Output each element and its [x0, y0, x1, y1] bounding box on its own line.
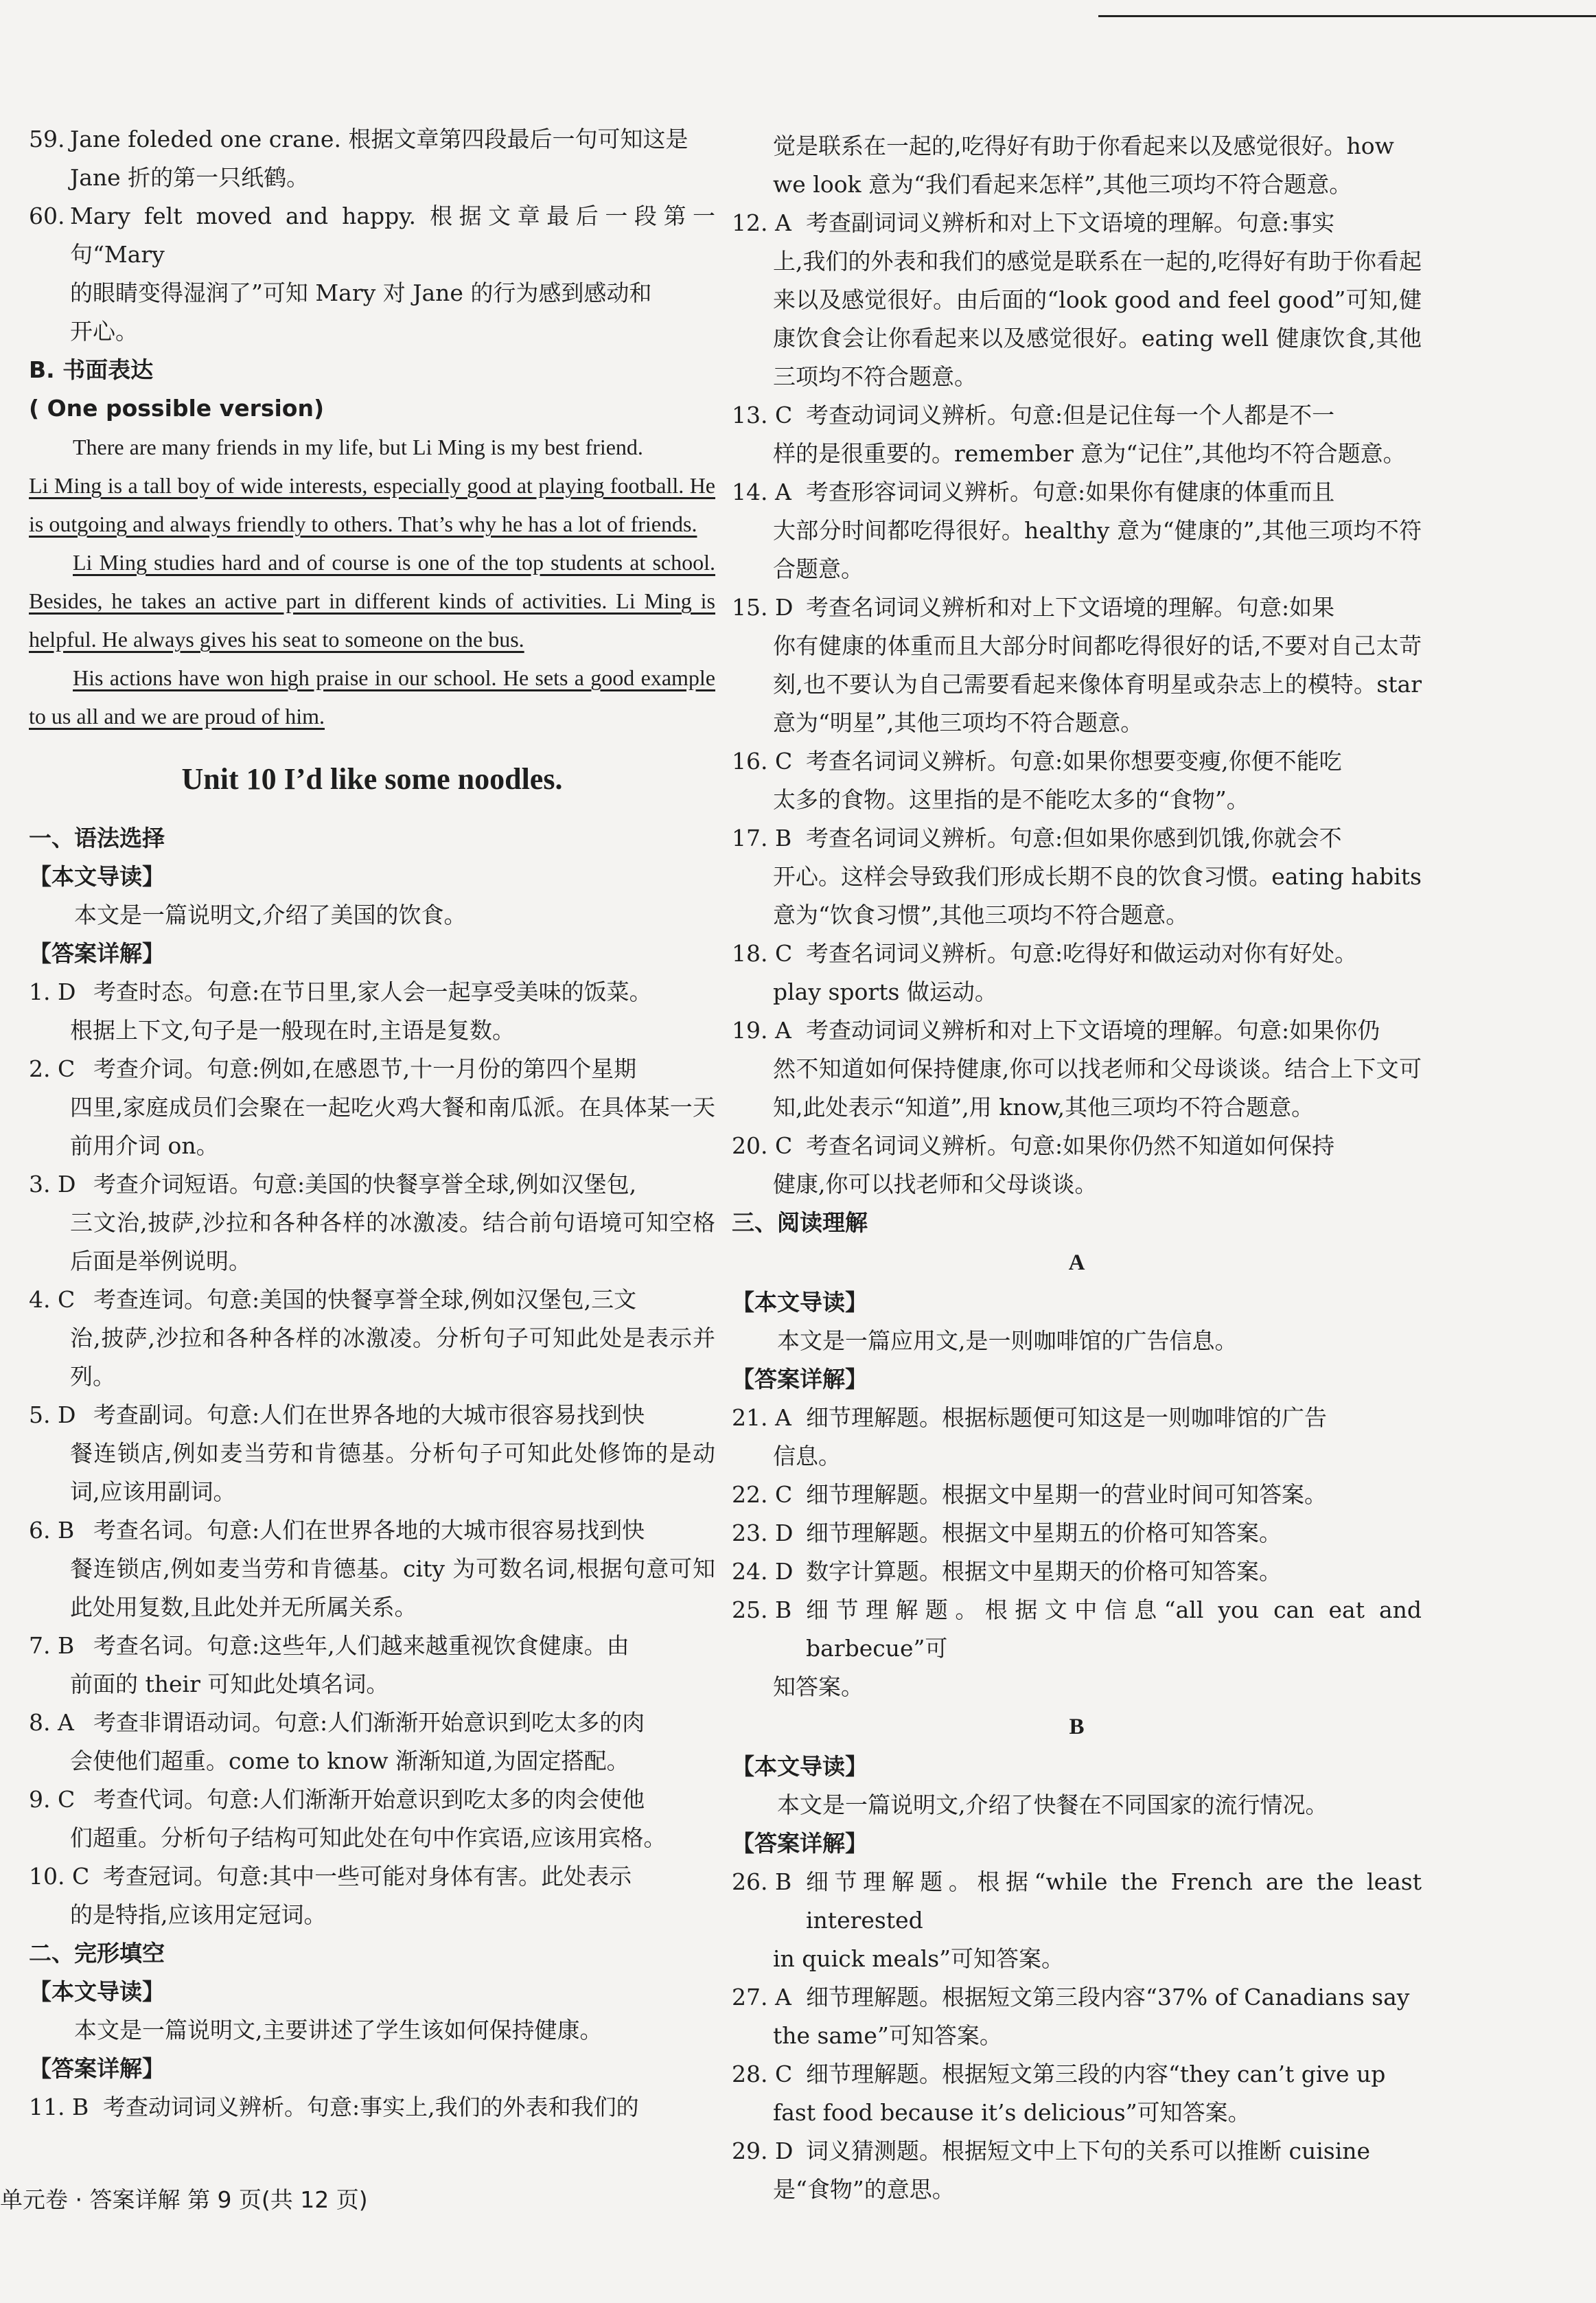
answer-heading: 【答案详解】	[732, 1366, 868, 1393]
item-text: 细节理解题。根据“while the French are the least interested	[806, 1868, 1422, 1934]
item-text: Jane foleded one crane. 根据文章第四段最后一句可知这是	[70, 126, 689, 152]
answer-item	[732, 1863, 1422, 1978]
item-continuation: 三文治,披萨,沙拉和各种各样的冰激凌。结合前句语境可知空格后面是举例说明。	[70, 1209, 715, 1274]
item-continuation: fast food because it’s delicious”可知答案。	[773, 2099, 1251, 2126]
guide-text: 本文是一篇说明文,介绍了美国的饮食。	[74, 902, 467, 928]
item-text: 考查名词词义辨析。句意:如果你想要变瘦,你便不能吃	[806, 748, 1342, 775]
left-column	[29, 120, 715, 2127]
item-continuation: 开心。这样会导致我们形成长期不良的饮食习惯。eating habits 意为“饮食习惯”,其他三项均不符合题意。	[773, 863, 1422, 928]
item-number: 21. A	[732, 1404, 791, 1431]
answer-item	[732, 935, 1422, 1011]
item-number: 16. C	[732, 748, 793, 775]
item-number: 7. B	[29, 1632, 75, 1659]
item-text: 考查副词。句意:人们在世界各地的大城市很容易找到快	[93, 1401, 645, 1428]
item-text: 考查名词词义辨析。句意:如果你仍然不知道如何保持	[806, 1132, 1335, 1159]
answer-11	[29, 2088, 715, 2127]
item-number: 11. B	[29, 2094, 89, 2120]
page-footer: 单元卷 · 答案详解 第 9 页(共 12 页)	[0, 2186, 368, 2213]
essay-p1: There are many friends in my life, but Li Ming is my best friend.	[73, 435, 643, 459]
answer-item	[29, 973, 715, 1050]
item-number: 22. C	[732, 1481, 793, 1508]
item-text: 考查动词词义辨析和对上下文语境的理解。句意:如果你仍	[806, 1017, 1380, 1044]
essay-p3: His actions have won high praise in our school. He sets a good example to us all and we are proud of him.	[29, 665, 715, 729]
item-continuation: 们超重。分析句子结构可知此处在句中作宾语,应该用宾格。	[70, 1824, 667, 1851]
item-number: 59.	[29, 126, 65, 152]
item-number: 12. A	[732, 209, 791, 236]
item-text: 考查名词词义辨析和对上下文语境的理解。句意:如果	[806, 594, 1335, 621]
answer-heading: 【答案详解】	[29, 940, 165, 967]
answer-heading: 【答案详解】	[732, 1830, 868, 1857]
item-text: 细节理解题。根据文中信息“all you can eat and barbecue”可	[806, 1596, 1422, 1662]
answer-item	[732, 1514, 1422, 1552]
item-continuation: 样的是很重要的。remember 意为“记住”,其他均不符合题意。	[773, 440, 1406, 467]
item-text: 考查形容词词义辨析。句意:如果你有健康的体重而且	[806, 479, 1335, 505]
section-reading: 三、阅读理解	[732, 1209, 868, 1236]
answer-59-cont: Jane 折的第一只纸鹤。	[70, 164, 310, 191]
item-number: 29. D	[732, 2138, 794, 2164]
item-continuation: 健康,你可以找老师和父母谈谈。	[773, 1171, 1098, 1198]
reading-a-answers	[732, 1399, 1422, 1706]
item-continuation: 信息。	[773, 1443, 841, 1469]
item-number: 4. C	[29, 1286, 76, 1313]
item-number: 5. D	[29, 1401, 76, 1428]
item-text: 考查副词词义辨析和对上下文语境的理解。句意:事实	[806, 209, 1335, 236]
item-continuation: 上,我们的外表和我们的感觉是联系在一起的,吃得好有助于你看起来以及感觉很好。由后面的“look good and feel good”可知,健康饮食会让你看起来以及感觉很好。eating well 健康饮食,其他三项均不符合题意。	[773, 248, 1422, 390]
answer-item	[29, 1281, 715, 1396]
answer-item	[732, 1978, 1422, 2055]
right-column	[732, 127, 1422, 2209]
guide-heading: 【本文导读】	[29, 1978, 165, 2005]
unit-title: Unit 10 I’d like some noodles.	[181, 762, 563, 796]
item-number: 1. D	[29, 978, 76, 1005]
item-number: 26. B	[732, 1868, 792, 1895]
passage-b-label: B	[1069, 1715, 1085, 1739]
item-continuation: in quick meals”可知答案。	[773, 1945, 1065, 1972]
item-number: 15. D	[732, 594, 794, 621]
cloze-answers	[732, 204, 1422, 1204]
answer-item	[732, 1127, 1422, 1204]
item-number: 28. C	[732, 2061, 793, 2087]
item-number: 25. B	[732, 1596, 792, 1623]
item-text: 考查介词。句意:例如,在感恩节,十一月份的第四个星期	[93, 1055, 637, 1082]
item-continuation: 前面的 their 可知此处填名词。	[70, 1671, 389, 1697]
item-number: 60.	[29, 203, 65, 229]
item-text: 细节理解题。根据文中星期五的价格可知答案。	[806, 1520, 1282, 1546]
item-continuation: 太多的食物。这里指的是不能吃太多的“食物”。	[773, 786, 1249, 813]
answer-item	[29, 1704, 715, 1780]
answer-item	[29, 1780, 715, 1857]
item-text: 考查冠词。句意:其中一些可能对身体有害。此处表示	[103, 1863, 632, 1890]
grammar-answers	[29, 973, 715, 1934]
item-continuation: the same”可知答案。	[773, 2022, 1002, 2049]
item-text: 细节理解题。根据短文第三段内容“37% of Canadians say	[806, 1984, 1410, 2010]
answer-item	[732, 742, 1422, 819]
item-continuation: 知答案。	[773, 1673, 864, 1700]
section-grammar: 一、语法选择	[29, 825, 165, 851]
item-text: 考查时态。句意:在节日里,家人会一起享受美味的饭菜。	[93, 978, 652, 1005]
answer-11-cont2: we look 意为“我们看起来怎样”,其他三项均不符合题意。	[773, 171, 1352, 198]
item-continuation: 大部分时间都吃得很好。healthy 意为“健康的”,其他三项均不符合题意。	[773, 517, 1422, 582]
item-text: 细节理解题。根据短文第三段的内容“they can’t give up	[806, 2061, 1386, 2087]
guide-heading: 【本文导读】	[732, 1753, 868, 1780]
reading-b-answers	[732, 1863, 1422, 2209]
answer-heading: 【答案详解】	[29, 2055, 165, 2082]
answer-item	[29, 1396, 715, 1511]
passage-a-label: A	[1068, 1250, 1085, 1275]
answer-item	[732, 473, 1422, 588]
item-continuation: 是“食物”的意思。	[773, 2176, 955, 2203]
item-text: 考查名词。句意:人们在世界各地的大城市很容易找到快	[93, 1517, 645, 1544]
essay-p1b: Li Ming is a tall boy of wide interests, especially good at playing football. He is outgoing and always friendly to others. That’s why he has a lot of friends.	[29, 473, 715, 536]
writing-heading: B. 书面表达	[29, 356, 154, 383]
item-continuation: 会使他们超重。come to know 渐渐知道,为固定搭配。	[70, 1748, 629, 1774]
item-number: 19. A	[732, 1017, 791, 1044]
answer-item	[732, 1591, 1422, 1706]
item-continuation: 根据上下文,句子是一般现在时,主语是复数。	[70, 1017, 515, 1044]
version-label: ( One possible version)	[29, 395, 325, 422]
item-number: 14. A	[732, 479, 791, 505]
answer-item	[732, 1011, 1422, 1127]
model-essay	[29, 428, 715, 735]
item-number: 23. D	[732, 1520, 794, 1546]
answer-item	[29, 1050, 715, 1165]
item-number: 20. C	[732, 1132, 793, 1159]
item-continuation: play sports 做运动。	[773, 978, 997, 1005]
item-number: 9. C	[29, 1786, 76, 1813]
answer-item	[29, 1857, 715, 1934]
item-text: 细节理解题。根据文中星期一的营业时间可知答案。	[806, 1481, 1327, 1508]
item-continuation: 餐连锁店,例如麦当劳和肯德基。city 为可数名词,根据句意可知此处用复数,且此处并无所属关系。	[70, 1555, 715, 1620]
item-text: 细节理解题。根据标题便可知这是一则咖啡馆的广告	[806, 1404, 1327, 1431]
section-cloze: 二、完形填空	[29, 1940, 165, 1967]
item-continuation: 的是特指,应该用定冠词。	[70, 1901, 327, 1928]
guide-text: 本文是一篇说明文,主要讲述了学生该如何保持健康。	[74, 2017, 603, 2043]
top-rule	[1098, 15, 1596, 17]
answer-item	[29, 1627, 715, 1704]
answer-item	[732, 1399, 1422, 1476]
essay-p2: Li Ming studies hard and of course is one of the top students at school. Besides, he takes an active part in different kinds of activities. Li Ming is helpful. He always gives his seat to someone on the bus.	[29, 550, 715, 652]
item-continuation: 治,披萨,沙拉和各种各样的冰激凌。分析句子可知此处是表示并列。	[70, 1325, 715, 1390]
item-text: 考查名词词义辨析。句意:但如果你感到饥饿,你就会不	[806, 825, 1342, 851]
item-text: 考查介词短语。句意:美国的快餐享誉全球,例如汉堡包,	[93, 1171, 637, 1198]
answer-11-cont1: 觉是联系在一起的,吃得好有助于你看起来以及感觉很好。how	[773, 133, 1394, 159]
answer-item	[732, 2055, 1422, 2132]
answer-item	[732, 819, 1422, 935]
item-text: Mary felt moved and happy. 根据文章最后一段第一句“Mary	[70, 203, 715, 268]
item-continuation: 然不知道如何保持健康,你可以找老师和父母谈谈。结合上下文可知,此处表示“知道”,用 know,其他三项均不符合题意。	[773, 1055, 1422, 1121]
item-number: 13. C	[732, 402, 793, 428]
item-continuation: 你有健康的体重而且大部分时间都吃得很好的话,不要对自己太苛刻,也不要认为自己需要看起来像体育明星或杂志上的模特。star 意为“明星”,其他三项均不符合题意。	[773, 632, 1422, 736]
answer-item	[732, 2132, 1422, 2209]
item-number: 24. D	[732, 1558, 794, 1585]
item-continuation: 餐连锁店,例如麦当劳和肯德基。分析句子可知此处修饰的是动词,应该用副词。	[70, 1440, 715, 1505]
item-text: 考查动词词义辨析。句意:但是记住每一个人都是不一	[806, 402, 1335, 428]
answer-item	[732, 588, 1422, 742]
item-text: 考查代词。句意:人们渐渐开始意识到吃太多的肉会使他	[93, 1786, 645, 1813]
answer-item	[732, 204, 1422, 396]
answer-60	[29, 197, 715, 274]
item-text: 考查动词词义辨析。句意:事实上,我们的外表和我们的	[103, 2094, 639, 2120]
item-text: 考查名词。句意:这些年,人们越来越重视饮食健康。由	[93, 1632, 629, 1659]
item-number: 8. A	[29, 1709, 74, 1736]
guide-text: 本文是一篇应用文,是一则咖啡馆的广告信息。	[777, 1327, 1238, 1354]
item-number: 2. C	[29, 1055, 76, 1082]
item-number: 6. B	[29, 1517, 75, 1544]
answer-item	[732, 1476, 1422, 1514]
item-text: 数字计算题。根据文中星期天的价格可知答案。	[806, 1558, 1282, 1585]
item-number: 10. C	[29, 1863, 90, 1890]
answer-59	[29, 120, 715, 159]
item-text: 考查名词词义辨析。句意:吃得好和做运动对你有好处。	[806, 940, 1358, 967]
item-number: 18. C	[732, 940, 793, 967]
item-number: 3. D	[29, 1171, 76, 1198]
guide-heading: 【本文导读】	[732, 1289, 868, 1316]
item-text: 考查非谓语动词。句意:人们渐渐开始意识到吃太多的肉	[93, 1709, 645, 1736]
answer-item	[29, 1165, 715, 1281]
item-number: 27. A	[732, 1984, 791, 2010]
item-number: 17. B	[732, 825, 792, 851]
guide-heading: 【本文导读】	[29, 863, 165, 890]
item-continuation: 四里,家庭成员们会聚在一起吃火鸡大餐和南瓜派。在具体某一天前用介词 on。	[70, 1094, 715, 1159]
answer-60-cont1: 的眼睛变得湿润了”可知 Mary 对 Jane 的行为感到感动和	[70, 279, 652, 306]
guide-text: 本文是一篇说明文,介绍了快餐在不同国家的流行情况。	[777, 1791, 1328, 1818]
item-text: 考查连词。句意:美国的快餐享誉全球,例如汉堡包,三文	[93, 1286, 637, 1313]
answer-60-cont2: 开心。	[70, 318, 138, 345]
item-text: 词义猜测题。根据短文中上下句的关系可以推断 cuisine	[806, 2138, 1371, 2164]
answer-item	[29, 1511, 715, 1627]
answer-item	[732, 396, 1422, 473]
answer-item	[732, 1552, 1422, 1591]
